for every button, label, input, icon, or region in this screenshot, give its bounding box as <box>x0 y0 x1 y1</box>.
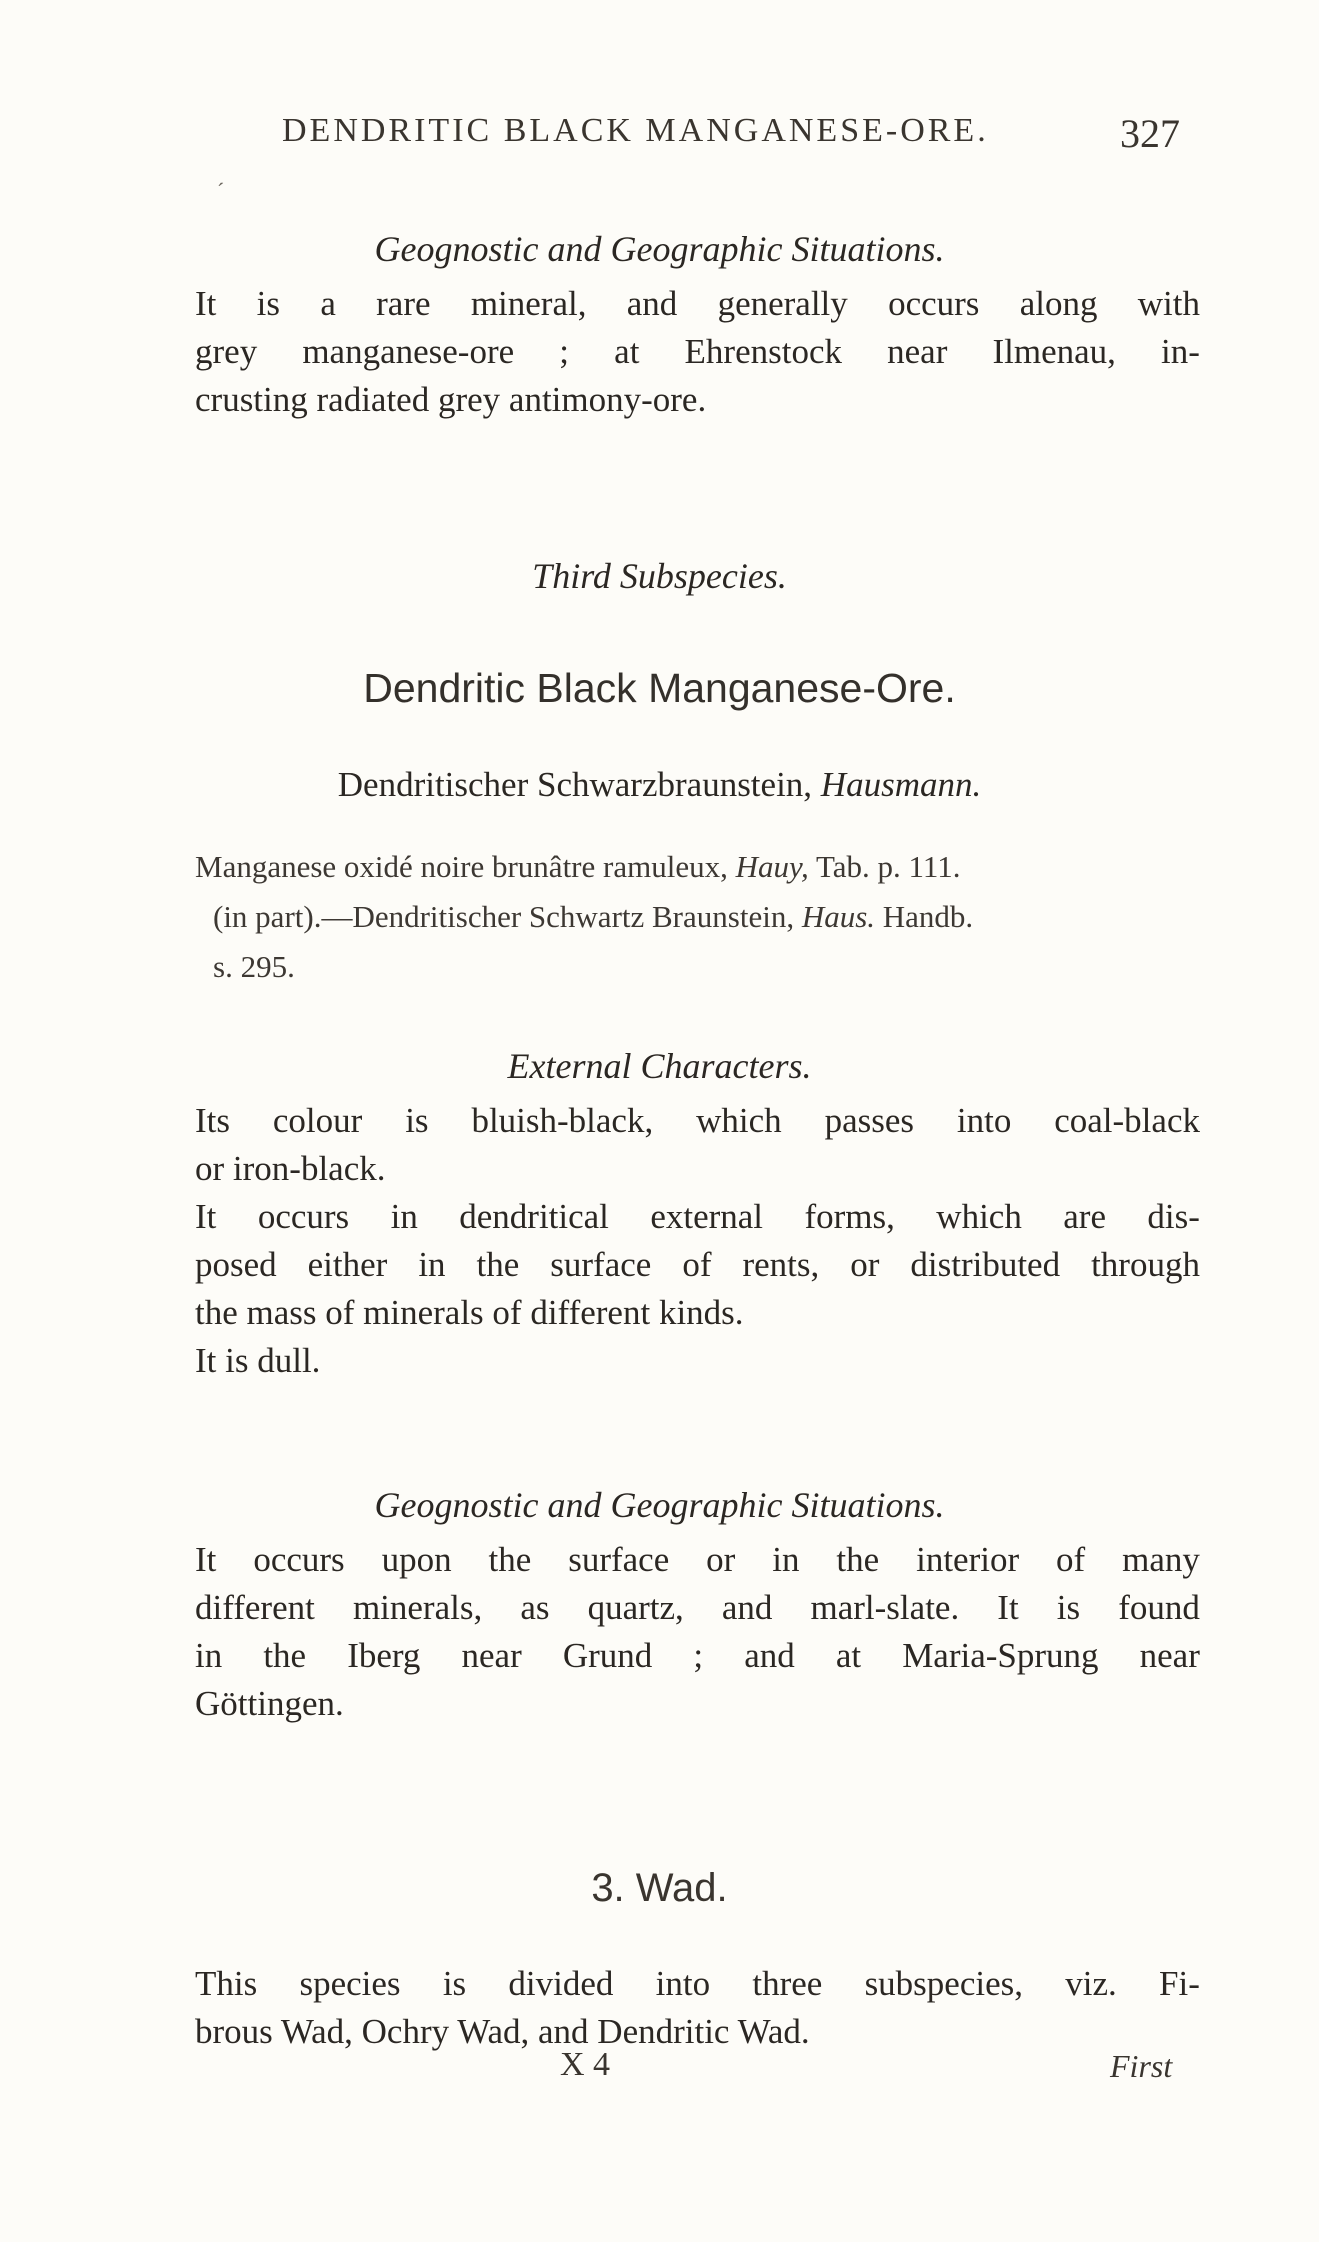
word: in <box>772 1540 800 1579</box>
subspecies-title: Dendritic Black Manganese-Ore. <box>363 665 956 711</box>
word: which <box>696 1101 782 1140</box>
word: rare <box>376 284 431 323</box>
printer-mark: ´ <box>217 178 225 203</box>
word: It <box>195 1197 217 1236</box>
synonymy-text: Manganese oxidé noire brunâtre ramuleux, <box>195 849 728 884</box>
word: three <box>752 1964 823 2003</box>
word: Ilmenau, <box>992 332 1116 371</box>
word: It <box>195 284 217 323</box>
synonymy-ref: Tab. p. 111. <box>815 849 961 884</box>
paragraph-geognostic-2 <box>195 1536 1200 1728</box>
word: occurs <box>888 284 980 323</box>
word: and <box>744 1636 795 1675</box>
word: or <box>706 1540 736 1579</box>
text-line: the mass of minerals of different kinds. <box>195 1293 744 1332</box>
word: generally <box>717 284 848 323</box>
word: ; <box>693 1636 704 1675</box>
word: with <box>1137 284 1200 323</box>
word: the <box>476 1245 520 1284</box>
word: species <box>299 1964 401 2003</box>
species-title-wad: 3. Wad. <box>591 1866 728 1910</box>
german-name <box>0 765 1319 805</box>
word: in- <box>1161 332 1200 371</box>
synonymy-author: Haus. <box>801 899 876 934</box>
word: at <box>614 332 640 371</box>
synonymy-line-2 <box>195 892 1200 942</box>
word: grey <box>195 332 258 371</box>
text-line <box>195 1193 1200 1241</box>
word: in <box>390 1197 418 1236</box>
word: manganese-ore <box>302 332 515 371</box>
word: the <box>836 1540 880 1579</box>
word: This <box>195 1964 258 2003</box>
word: Its <box>195 1101 230 1140</box>
word: the <box>488 1540 532 1579</box>
word: through <box>1091 1245 1200 1284</box>
synonymy-author: Hauy, <box>735 849 809 884</box>
paragraph-geognostic-1 <box>195 280 1200 424</box>
text-line <box>195 1584 1200 1632</box>
word: It <box>997 1588 1019 1627</box>
word: subspecies, <box>864 1964 1024 2003</box>
word: upon <box>381 1540 452 1579</box>
word: It <box>195 1540 217 1579</box>
word: is <box>405 1101 429 1140</box>
word: surface <box>550 1245 652 1284</box>
word: which <box>936 1197 1022 1236</box>
word: is <box>442 1964 467 2003</box>
synonymy-block <box>195 842 1200 992</box>
word: the <box>263 1636 307 1675</box>
word: quartz, <box>587 1588 684 1627</box>
word: coal-black <box>1054 1101 1200 1140</box>
word: of <box>1056 1540 1086 1579</box>
text-line: brous Wad, Ochry Wad, and Dendritic Wad. <box>195 2012 810 2051</box>
word: different <box>195 1588 315 1627</box>
word: into <box>956 1101 1012 1140</box>
word: posed <box>195 1245 277 1284</box>
word: many <box>1122 1540 1200 1579</box>
word: rents, <box>742 1245 820 1284</box>
word: colour <box>272 1101 363 1140</box>
word: found <box>1118 1588 1200 1627</box>
word: mineral, <box>470 284 587 323</box>
word: ; <box>559 332 570 371</box>
text-line <box>195 1097 1200 1145</box>
word: and <box>626 284 678 323</box>
word: occurs <box>253 1540 345 1579</box>
text-line: crusting radiated grey antimony-ore. <box>195 380 707 419</box>
word: dis- <box>1147 1197 1200 1236</box>
word: minerals, <box>352 1588 483 1627</box>
paragraph-external-lustre <box>195 1337 1200 1385</box>
text-line <box>195 280 1200 328</box>
word: Maria-Sprung <box>902 1636 1099 1675</box>
page-number: 327 <box>1120 111 1180 156</box>
word: either <box>307 1245 388 1284</box>
paragraph-external-forms <box>195 1193 1200 1337</box>
word: surface <box>568 1540 670 1579</box>
word: is <box>1056 1588 1081 1627</box>
word: occurs <box>257 1197 350 1236</box>
synonymy-line-1 <box>195 842 1200 892</box>
word: divided <box>508 1964 614 2003</box>
section-heading-geognostic-2: Geognostic and Geographic Situations. <box>374 1485 945 1525</box>
word: Grund <box>562 1636 653 1675</box>
german-name-text: Dendritischer Schwarzbraunstein, <box>337 765 813 804</box>
synonymy-line-3: s. 295. <box>213 949 295 984</box>
section-heading-external: External Characters. <box>507 1046 812 1086</box>
word: dendritical <box>459 1197 609 1236</box>
word: interior <box>916 1540 1020 1579</box>
text-line <box>195 328 1200 376</box>
word: near <box>461 1636 522 1675</box>
word: along <box>1019 284 1098 323</box>
text-line: It is dull. <box>195 1341 321 1380</box>
word: are <box>1063 1197 1106 1236</box>
word: and <box>721 1588 773 1627</box>
synonymy-text: (in part).—Dendritischer Schwartz Braunstein, <box>213 899 795 934</box>
word: marl-slate. <box>810 1588 960 1627</box>
catchword: First <box>1110 2048 1173 2084</box>
word: is <box>256 284 281 323</box>
paragraph-wad <box>195 1960 1200 2056</box>
word: Ehrenstock <box>684 332 842 371</box>
subspecies-label: Third Subspecies. <box>532 556 787 596</box>
running-head: DENDRITIC BLACK MANGANESE-ORE. <box>282 112 989 149</box>
word: bluish-black, <box>471 1101 654 1140</box>
word: passes <box>824 1101 914 1140</box>
text-line <box>195 1960 1200 2008</box>
synonymy-ref: Handb. <box>882 899 974 934</box>
word: Fi- <box>1159 1964 1200 2003</box>
text-line <box>195 1241 1200 1289</box>
word: of <box>682 1245 712 1284</box>
text-line <box>195 1536 1200 1584</box>
text-line: Göttingen. <box>195 1684 344 1723</box>
word: near <box>1139 1636 1200 1675</box>
paragraph-external-colour <box>195 1097 1200 1193</box>
text-line: or iron-black. <box>195 1149 386 1188</box>
word: in <box>195 1636 223 1675</box>
word: external <box>650 1197 764 1236</box>
word: as <box>520 1588 550 1627</box>
word: or <box>850 1245 880 1284</box>
german-name-author: Hausmann. <box>820 765 982 804</box>
word: distributed <box>910 1245 1061 1284</box>
word: in <box>418 1245 446 1284</box>
word: forms, <box>804 1197 895 1236</box>
word: Iberg <box>347 1636 421 1675</box>
word: viz. <box>1065 1964 1117 2003</box>
word: at <box>835 1636 862 1675</box>
section-heading-geognostic-1: Geognostic and Geographic Situations. <box>374 229 945 269</box>
word: into <box>655 1964 711 2003</box>
text-line <box>195 1632 1200 1680</box>
word: near <box>887 332 948 371</box>
signature-mark: X 4 <box>560 2046 611 2083</box>
word: a <box>320 284 336 323</box>
